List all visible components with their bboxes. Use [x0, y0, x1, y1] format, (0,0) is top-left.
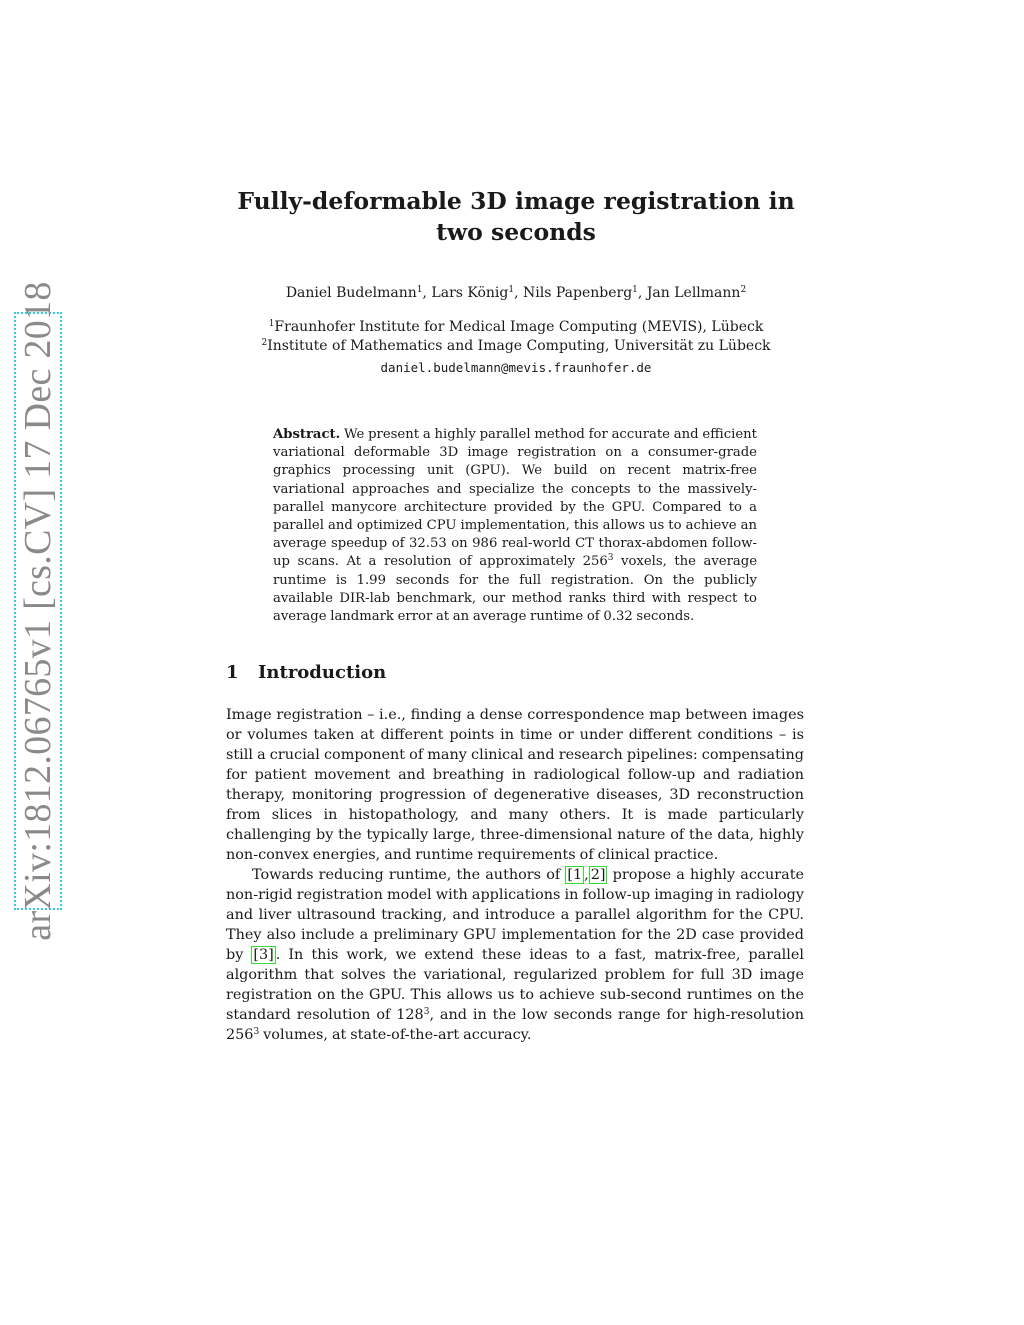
paragraph-2-text: , and in the low seconds range for high-resolution 256: [226, 1007, 804, 1043]
citation-link-2[interactable]: 2]: [590, 867, 606, 883]
affiliation-mark: 2: [261, 338, 268, 348]
paragraph-2-text: Towards reducing runtime, the authors of: [252, 867, 566, 883]
author-email[interactable]: daniel.budelmann@mevis.fraunhofer.de: [380, 360, 652, 375]
citation-link-1[interactable]: [1: [567, 867, 583, 883]
author-name: Daniel Budelmann: [285, 285, 417, 301]
superscript: 3: [253, 1027, 260, 1037]
paper-title: Fully-deformable 3D image registration in two seconds: [237, 187, 795, 246]
citation-separator: ,: [584, 867, 589, 883]
paragraph-2: [226, 865, 804, 1045]
arxiv-stamp: [14, 281, 62, 941]
abstract-text-cont: voxels, the average runtime is 1.99 seconds for the full registration. On the publicly available DIR-lab benchmark, our method ranks third with respect to average landmark error at an average runtime of 0.32 seconds.: [273, 554, 757, 625]
paragraph-2-text: . In this work, we extend these ideas to a fast, matrix-free, parallel algorithm that solves the variational, regularized problem for full 3D image registration on the GPU. This allows us to achieve sub-second runtimes on the standard resolution of 128: [226, 947, 804, 1023]
author-mark: 1: [632, 285, 638, 295]
affiliation-text: Institute of Mathematics and Image Computing, Universität zu Lübeck: [267, 338, 771, 354]
abstract: [273, 426, 757, 626]
section-heading: [226, 660, 386, 686]
author-mark: 1: [416, 285, 423, 295]
author-mark: 2: [740, 285, 747, 295]
section-title: Introduction: [258, 662, 387, 683]
affiliation-2: [228, 337, 804, 356]
citation-link-3[interactable]: [3]: [253, 947, 274, 963]
abstract-label: Abstract.: [273, 427, 341, 442]
author-name: Lars König: [431, 285, 509, 301]
author-list: Daniel Budelmann$^1$, Lars König$^1$, Nils Papenberg$^1$, Jan Lellmann$^2$: [285, 285, 747, 301]
affiliation-mark: 1: [268, 319, 275, 329]
abstract-text: We present a highly parallel method for accurate and efficient variational deformable 3D image registration on a consumer-grade graphics processing unit (GPU). We build on recent matrix-free variational approaches and specialize the concepts to the massively-parallel manycore architecture provided by the GPU. Compared to a parallel and optimized CPU implementation, this allows us to achieve an average speedup of 32.53 on 986 real-world CT thorax-abdomen follow-up scans. At a resolution of approximately 256: [273, 427, 757, 570]
introduction-body: [226, 705, 804, 1045]
author-name: Jan Lellmann: [646, 285, 741, 301]
abstract-superscript: 3: [607, 553, 614, 564]
author-mark: 1: [508, 285, 515, 295]
paragraph-1: Image registration – i.e., finding a dense correspondence map between images or volumes taken at different points in time or under different conditions – is still a crucial component of many clinical and research pipelines: compensating for patient movement and breathing in radiological follow-up and radiation therapy, monitoring progression of degenerative diseases, 3D reconstruction from slices in histopathology, and many others. It is made particularly challenging by the typically large, three-dimensional nature of the data, highly non-convex energies, and runtime requirements of clinical practice.: [226, 707, 804, 863]
superscript: 3: [423, 1007, 430, 1017]
affiliation-1: [228, 318, 804, 337]
section-number: 1: [226, 662, 239, 683]
affiliation-text: Fraunhofer Institute for Medical Image Computing (MEVIS), Lübeck: [274, 319, 764, 335]
author-name: Nils Papenberg: [523, 285, 633, 301]
arxiv-stamp-text: arXiv:1812.06765v1 [cs.CV] 17 Dec 2018: [17, 281, 59, 941]
paragraph-2-text: volumes, at state-of-the-art accuracy.: [259, 1027, 532, 1043]
paragraph-2-text: propose a highly accurate non-rigid registration model with applications in follow-up imaging in radiology and liver ultrasound tracking, and introduce a parallel algorithm for the CPU. They also include a preliminary GPU implementation for the 2D case provided by: [226, 867, 804, 963]
